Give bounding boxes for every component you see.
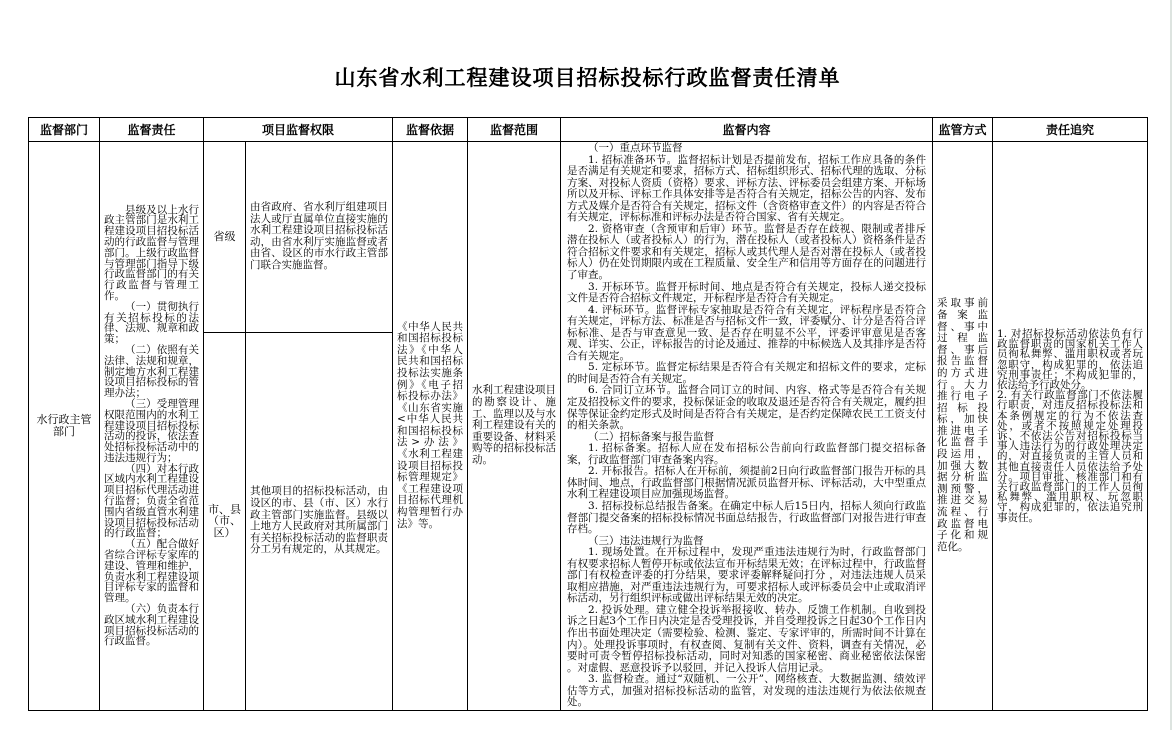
cell-basis: 《中华人民共和国招标投标法》《中华人民共和国招标投标法实施条例》《电子招标投标办法》《山东省实施<中华人民共和国招标投标法>办法》《水利工程建设项目招标投标管理规定》《工程建设项目招标代理机构管理暂行办法》等。 [393, 142, 468, 711]
cell-content: （一）重点环节监督 1. 招标准备环节。监督招标计划是否提前发布，招标工作应具备的条件是否满足有关规定和要求，招标方式、招标组织形式、招标代理的选取、分标方案、对投标人资质（资格）要求、评标方法、评标委员会组建方案、开标场所以及开标、评标工作具体安排等是否符合有关规定，招标公告的内容、发布方式及媒介是否符合有关规定，招标文件（含资格审查文件）的内容是否符合有关规定，评标标准和评标办法是否符合国家、省有关规定。 2. 资格审查（含预审和后审）环节。监督是否存在歧视、限制或者排斥潜在投标人（或者投标人）的行为，潜在投标人（或者投标人）资格条件是否符合招标文件要求和有关规定，招标人或其代理人是否对潜在投标人（或者投标人）仍在处罚期限内或在工程质量、安全生产和信用等方面存在的问题进行了审查。 3. 开标环节。监督开标时间、地点是否符合有关规定，投标人递交投标文件是否符合招标文件规定，开标程序是否符合有关规定。 4. 评标环节。监督评标专家抽取是否符合有关规定，评标程序是否符合有关规定，评标方法、标准是否与招标文件一致，评委赋分、计分是否符合评标标准、是否与审查意见一致、是否存在明显不公平，评委评审意见是否客观、详实、公正，评标报告的讨论及通过、推荐的中标候选人及其排序是否符合有关规定。 5. 定标环节。监督定标结果是否符合有关规定和招标文件的要求，定标的时间是否符合有关规定。 6. 合同订立环节。监督合同订立的时间、内容、格式等是否符合有关规定及招投标文件的要求，投标保证金的收取及退还是否符合有关规定，履约担保等保证金约定形式及时间是否符合有关规定，是否约定保障农民工工资支付的相关条款。 （二）招标备案与报告监督 1. 招标备案。招标人应在发布招标公告前向行政监督部门提交招标备案，行政监督部门审查备案内容。 2. 开标报告。招标人在开标前，须提前2日向行政监督部门报告开标的具体时间、地点，行政监督部门根据情况派员监督开标、评标活动，大中型重点水利工程建设项目应加强现场监督。 3. 招标投标总结报告备案。在确定中标人后15日内，招标人须向行政监督部门提交备案的招标投标情况书面总结报告，行政监督部门对报告进行审查存档。 （三）违法违规行为监督 1. 现场处置。在开标过程中，发现严重违法违规行为时，行政监督部门有权要求招标人暂停开标或依法宣布开标结果无效；在评标过程中，行政监督部门有权检查评委的打分结果，要求评委解释疑问打分 ，对违法违规人员采取相应措施，对严重违法违规行为，可要求招标人或评标委员会中止或取消评标活动，另行组织评标或做出评标结果无效的决定。 2. 投诉处理。建立健全投诉举报接收、转办、反馈工作机制。自收到投诉之日起3个工作日内决定是否受理投诉，并自受理投诉之日起30个工作日内作出书面处理决定（需要检验、检测、鉴定、专家评审的，所需时间不计算在内）。处理投诉事项时，有权查阅、复制有关文件、资料，调查有关情况，必要时可责令暂停招标投标活动，同时对知悉的国家秘密、商业秘密依法保密 。对虚假、恶意投诉予以驳回，并记入投诉人信用记录。 3. 监督检查。通过“双随机、一公开”、网络核查、大数据监测、绩效评估等方式，加强对招标投标活动的监管，对发现的违法违规行为依法依规查处。 [561, 142, 933, 711]
cell-accountability: 1. 对招标投标活动依法负有行政监督职责的国家机关工作人员徇私舞弊、滥用职权或者玩忽职守，构成犯罪的，依法追究刑事责任；不构成犯罪的，依法给予行政处分。 2. 有关行政监督部门不依法履行职责，对违反招标投标法和本条例规定的行为不依法查处，或者不按照规定处理投诉、不依法公告对招标投标当事人违法行为的行政处理决定的，对直接负责的主管人员和其他直接责任人员依法给予处分。项目审批、核准部门和有关行政监督部门的工作人员徇私舞弊、滥用职权、玩忽职守，构成犯罪的，依法追究刑事责任。 [993, 142, 1148, 711]
cell-method: 采取事前备案监督、事中过程监督、事后报告监督的方式进行。大力推行电子招标投标，加快推进电子化监督手段运用，加强大数据分析监测预警，推进交易流程、行政监督电子化和规范化。 [933, 142, 993, 711]
header-supervision-basis: 监督依据 [393, 118, 468, 142]
header-supervision-scope: 监督范围 [468, 118, 561, 142]
cell-scope: 水利工程建设项目的勘察设计、施工、监理以及与水利工程建设有关的重要设备、材料采购等的招标投标活动。 [468, 142, 561, 711]
cell-authority-municipal: 其他项目的招标投标活动，由设区的市、县（市、区）水行政主管部门实施监督。县级以上地方人民政府对其所属部门有关招标投标活动的监督职责分工另有规定的，从其规定。 [246, 332, 393, 710]
header-supervision-content: 监督内容 [561, 118, 933, 142]
cell-department: 水行政主管部门 [29, 142, 100, 711]
header-supervision-department: 监督部门 [29, 118, 100, 142]
responsibility-table [28, 117, 1148, 711]
cell-level-provincial: 省级 [204, 142, 246, 333]
cell-responsibility: 县级及以上水行政主管部门是水利工程建设项目招投标活动的行政监督与管理部门。上级行政监督与管理部门指导下级行政监督部门的有关行政监督与管理工作。 （一）贯彻执行有关招标投标的法律、法规、规章和政策； （二）依照有关法律、法规和规章，制定地方水利工程建设项目招标投标的管理办法； （三）受理管理权限范围内的水利工程建设项目招标投标活动的投诉，依法查处招标投标活动中的违法违规行为； （四）对本行政区域内水利工程建设项目招标代理活动进行监督；负责全省范围内省级直管水利建设项目招标投标活动的行政监督； （五）配合做好省综合评标专家库的建设、管理和维护，负责水利工程建设项目评标专家的监督和管理。 （六）负责本行政区域水利工程建设项目招标投标活动的行政监督。 [100, 142, 204, 711]
header-supervision-method: 监管方式 [933, 118, 993, 142]
header-project-supervision-authority: 项目监督权限 [204, 118, 393, 142]
cell-authority-provincial: 由省政府、省水利厅组建项目法人或厅直属单位直接实施的水利工程建设项目招标投标活动，由省水利厅实施监督或者由省、设区的市水行政主管部门联合实施监督。 [246, 142, 393, 333]
page-right-edge [1170, 0, 1172, 730]
cell-level-municipal: 市、县（市、区） [204, 332, 246, 710]
header-supervision-responsibility: 监督责任 [100, 118, 204, 142]
page-title: 山东省水利工程建设项目招标投标行政监督责任清单 [334, 65, 841, 90]
table-header-row [29, 118, 1148, 142]
table-row-provincial [29, 142, 1148, 333]
header-accountability: 责任追究 [993, 118, 1148, 142]
